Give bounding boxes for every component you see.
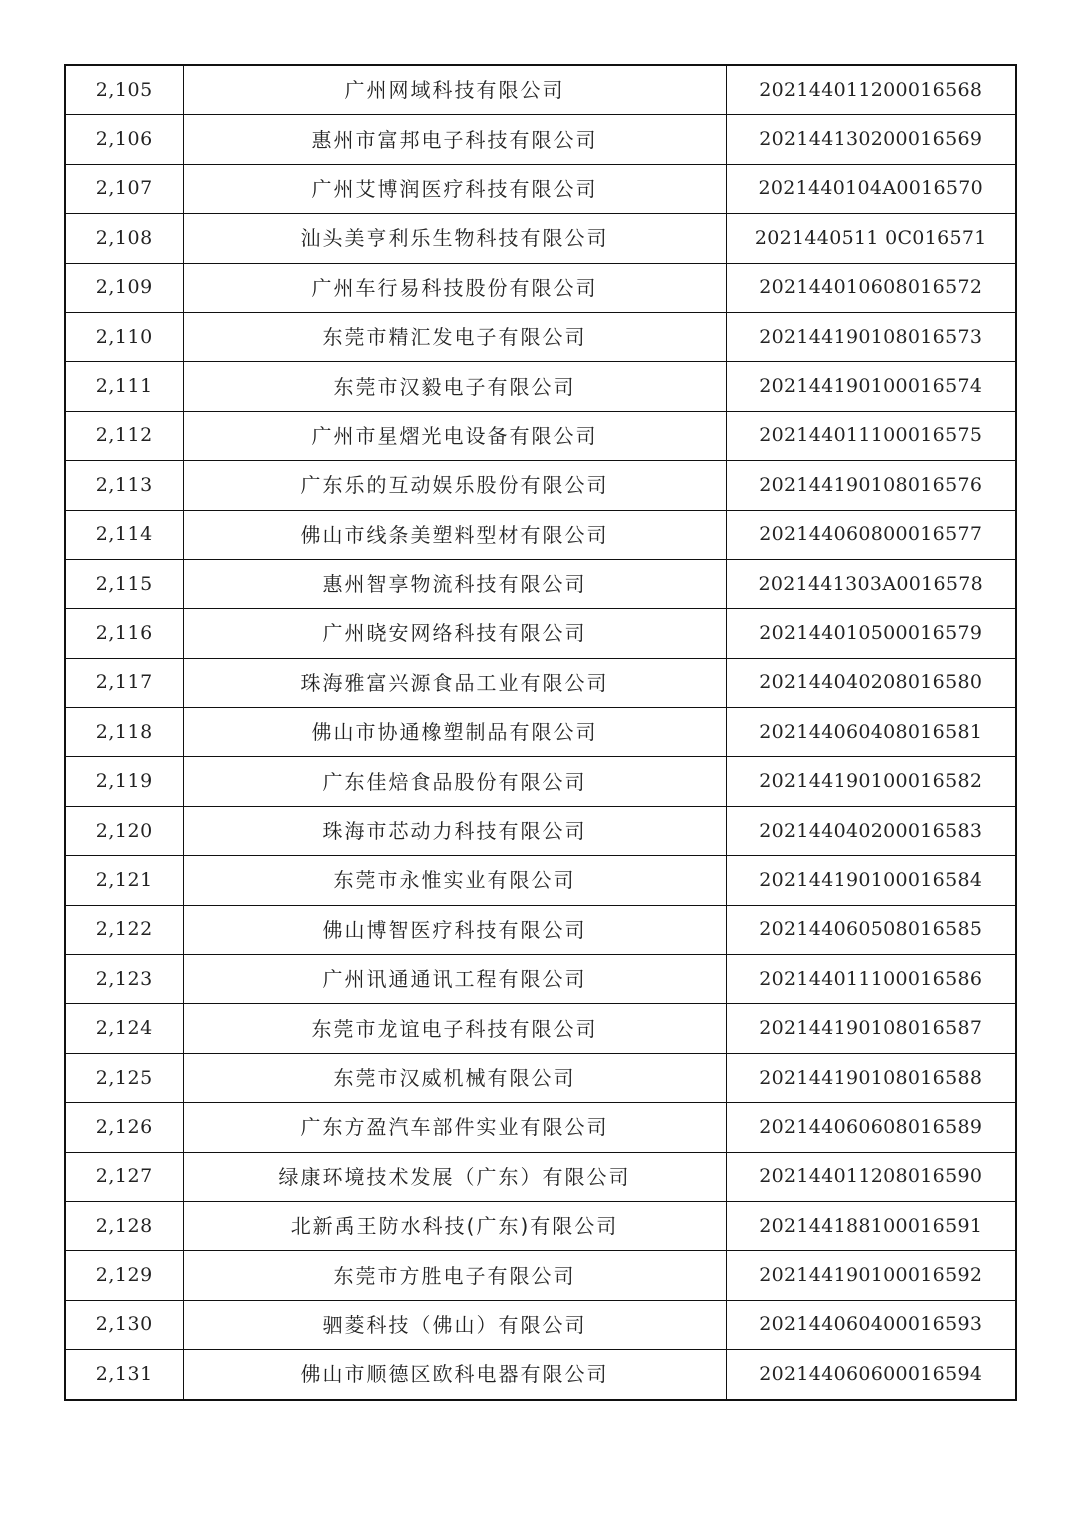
row-number-cell: 2,110 (65, 312, 183, 361)
table-row (65, 609, 1016, 658)
table-row (65, 312, 1016, 361)
row-number-cell: 2,125 (65, 1053, 183, 1102)
company-name-cell: 广东方盈汽车部件实业有限公司 (183, 1103, 726, 1152)
row-number-cell: 2,129 (65, 1251, 183, 1300)
row-number-cell: 2,120 (65, 806, 183, 855)
row-number-cell: 2,122 (65, 905, 183, 954)
table-row (65, 905, 1016, 954)
table-row (65, 164, 1016, 213)
row-number-cell: 2,105 (65, 65, 183, 115)
registration-code-cell: 202144040200016583 (726, 806, 1016, 855)
registration-code-cell: 202144190108016576 (726, 461, 1016, 510)
company-name-cell: 广州讯通通讯工程有限公司 (183, 955, 726, 1004)
registration-code-cell: 2021440511 0C016571 (726, 214, 1016, 263)
table-row (65, 263, 1016, 312)
registration-code-cell: 202144011208016590 (726, 1152, 1016, 1201)
row-number-cell: 2,127 (65, 1152, 183, 1201)
table-row (65, 1152, 1016, 1201)
registration-code-cell: 202144188100016591 (726, 1201, 1016, 1250)
row-number-cell: 2,108 (65, 214, 183, 263)
table-row (65, 510, 1016, 559)
table-row (65, 559, 1016, 608)
table-row (65, 115, 1016, 164)
registration-code-cell: 202144011100016586 (726, 955, 1016, 1004)
registration-code-cell: 202144190100016592 (726, 1251, 1016, 1300)
table-row (65, 461, 1016, 510)
row-number-cell: 2,117 (65, 658, 183, 707)
company-name-cell: 东莞市方胜电子有限公司 (183, 1251, 726, 1300)
table-row (65, 411, 1016, 460)
registration-code-cell: 2021441303A0016578 (726, 559, 1016, 608)
row-number-cell: 2,130 (65, 1300, 183, 1349)
row-number-cell: 2,107 (65, 164, 183, 213)
registration-code-cell: 202144040208016580 (726, 658, 1016, 707)
registration-code-cell: 202144190100016584 (726, 856, 1016, 905)
company-name-cell: 佛山市顺德区欧科电器有限公司 (183, 1350, 726, 1400)
table-row (65, 1053, 1016, 1102)
company-name-cell: 珠海市芯动力科技有限公司 (183, 806, 726, 855)
registration-code-cell: 202144060508016585 (726, 905, 1016, 954)
table-row (65, 1350, 1016, 1400)
row-number-cell: 2,115 (65, 559, 183, 608)
table-row (65, 658, 1016, 707)
table-row (65, 955, 1016, 1004)
company-name-cell: 广州晓安网络科技有限公司 (183, 609, 726, 658)
company-name-cell: 惠州市富邦电子科技有限公司 (183, 115, 726, 164)
row-number-cell: 2,114 (65, 510, 183, 559)
row-number-cell: 2,131 (65, 1350, 183, 1400)
row-number-cell: 2,128 (65, 1201, 183, 1250)
company-name-cell: 广东乐的互动娱乐股份有限公司 (183, 461, 726, 510)
registry-table-body (65, 65, 1016, 1400)
company-name-cell: 珠海雅富兴源食品工业有限公司 (183, 658, 726, 707)
registration-code-cell: 202144190108016573 (726, 312, 1016, 361)
table-row (65, 757, 1016, 806)
registration-code-cell: 202144190100016582 (726, 757, 1016, 806)
table-row (65, 1201, 1016, 1250)
table-row (65, 1251, 1016, 1300)
row-number-cell: 2,116 (65, 609, 183, 658)
registration-code-cell: 202144060608016589 (726, 1103, 1016, 1152)
company-name-cell: 东莞市龙谊电子科技有限公司 (183, 1004, 726, 1053)
row-number-cell: 2,121 (65, 856, 183, 905)
registration-code-cell: 202144130200016569 (726, 115, 1016, 164)
company-name-cell: 绿康环境技术发展（广东）有限公司 (183, 1152, 726, 1201)
row-number-cell: 2,109 (65, 263, 183, 312)
company-name-cell: 广州市星熠光电设备有限公司 (183, 411, 726, 460)
company-name-cell: 惠州智享物流科技有限公司 (183, 559, 726, 608)
company-name-cell: 广州车行易科技股份有限公司 (183, 263, 726, 312)
row-number-cell: 2,118 (65, 708, 183, 757)
registration-code-cell: 202144190108016587 (726, 1004, 1016, 1053)
registration-code-cell: 202144011200016568 (726, 65, 1016, 115)
company-name-cell: 东莞市汉威机械有限公司 (183, 1053, 726, 1102)
company-name-cell: 广州艾博润医疗科技有限公司 (183, 164, 726, 213)
company-name-cell: 广东佳焙食品股份有限公司 (183, 757, 726, 806)
table-row (65, 1004, 1016, 1053)
company-name-cell: 佛山市线条美塑料型材有限公司 (183, 510, 726, 559)
row-number-cell: 2,112 (65, 411, 183, 460)
registration-code-cell: 202144010500016579 (726, 609, 1016, 658)
row-number-cell: 2,111 (65, 362, 183, 411)
company-name-cell: 驷菱科技（佛山）有限公司 (183, 1300, 726, 1349)
table-row (65, 362, 1016, 411)
company-registry-table (64, 64, 1017, 1401)
row-number-cell: 2,126 (65, 1103, 183, 1152)
registration-code-cell: 202144060600016594 (726, 1350, 1016, 1400)
company-name-cell: 汕头美亨利乐生物科技有限公司 (183, 214, 726, 263)
company-name-cell: 东莞市汉毅电子有限公司 (183, 362, 726, 411)
registration-code-cell: 2021440104A0016570 (726, 164, 1016, 213)
table-row (65, 1103, 1016, 1152)
row-number-cell: 2,113 (65, 461, 183, 510)
table-row (65, 856, 1016, 905)
company-name-cell: 北新禹王防水科技(广东)有限公司 (183, 1201, 726, 1250)
registration-code-cell: 202144060408016581 (726, 708, 1016, 757)
table-row (65, 1300, 1016, 1349)
company-name-cell: 佛山市协通橡塑制品有限公司 (183, 708, 726, 757)
company-name-cell: 东莞市永惟实业有限公司 (183, 856, 726, 905)
registration-code-cell: 202144190108016588 (726, 1053, 1016, 1102)
table-row (65, 214, 1016, 263)
registration-code-cell: 202144060800016577 (726, 510, 1016, 559)
company-name-cell: 佛山博智医疗科技有限公司 (183, 905, 726, 954)
registration-code-cell: 202144010608016572 (726, 263, 1016, 312)
table-row (65, 708, 1016, 757)
row-number-cell: 2,124 (65, 1004, 183, 1053)
row-number-cell: 2,123 (65, 955, 183, 1004)
row-number-cell: 2,106 (65, 115, 183, 164)
table-row (65, 806, 1016, 855)
table-row (65, 65, 1016, 115)
registration-code-cell: 202144190100016574 (726, 362, 1016, 411)
registration-code-cell: 202144011100016575 (726, 411, 1016, 460)
company-name-cell: 东莞市精汇发电子有限公司 (183, 312, 726, 361)
row-number-cell: 2,119 (65, 757, 183, 806)
registration-code-cell: 202144060400016593 (726, 1300, 1016, 1349)
company-name-cell: 广州网域科技有限公司 (183, 65, 726, 115)
